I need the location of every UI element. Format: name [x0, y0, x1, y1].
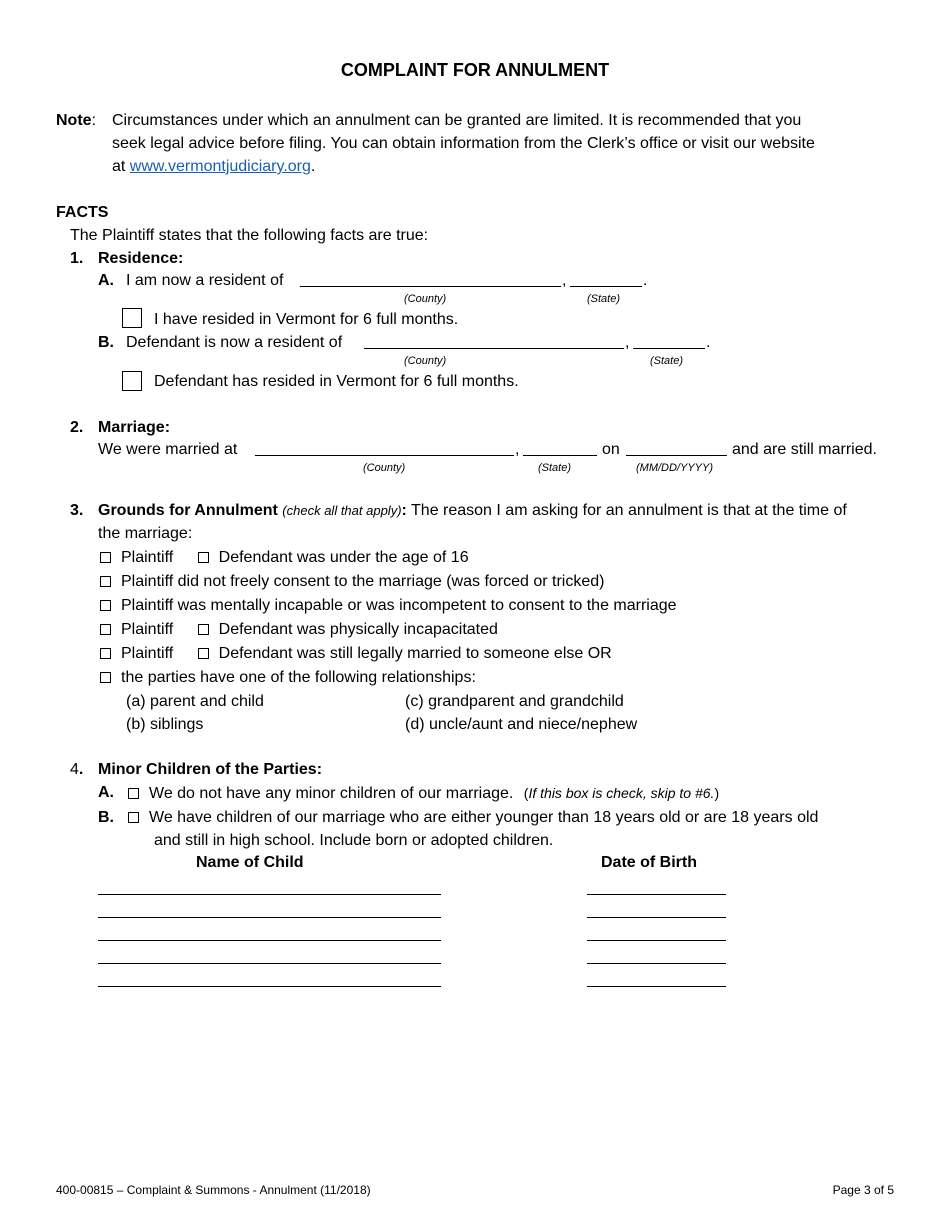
grounds-option-consent — [100, 572, 604, 592]
relationship-d: (d) uncle/aunt and niece/nephew — [405, 716, 638, 733]
child-name-field[interactable] — [98, 963, 441, 964]
child-dob-field[interactable] — [587, 940, 726, 941]
incompetent-label: Plaintiff was mentally incapable or was incompetent to consent to the marriage — [121, 597, 677, 614]
child-name-field[interactable] — [98, 986, 441, 987]
children-number-digit: 4 — [70, 761, 79, 778]
note-line-3-prefix: at — [112, 158, 130, 175]
residence-a-label: A. — [98, 272, 114, 289]
grounds-number: 3. — [70, 502, 84, 519]
comma: , — [625, 334, 630, 351]
defendant-married-checkbox[interactable] — [198, 648, 209, 659]
residence-number: 1. — [70, 250, 84, 267]
relationship-a: (a) parent and child — [126, 693, 264, 710]
consent-label: Plaintiff did not freely consent to the marriage (was forced or tricked) — [121, 573, 605, 590]
resided-6-months-checkbox[interactable] — [122, 308, 142, 328]
facts-heading: FACTS — [56, 204, 109, 221]
state-caption: (State) — [538, 462, 572, 474]
child-dob-field[interactable] — [587, 963, 726, 964]
facts-intro: The Plaintiff states that the following facts are true: — [70, 227, 429, 244]
residence-b-county-field[interactable] — [364, 348, 624, 349]
website-link[interactable]: www.vermontjudiciary.org — [129, 158, 311, 175]
plaintiff-label: Plaintiff — [121, 621, 174, 638]
state-caption: (State) — [650, 355, 684, 367]
note-label: Note: — [56, 112, 97, 129]
defendant-incapacitated-checkbox[interactable] — [198, 624, 209, 635]
children-b-line-1 — [128, 808, 818, 828]
county-caption: (County) — [404, 293, 447, 305]
child-name-field[interactable] — [98, 940, 441, 941]
no-minor-children-checkbox[interactable] — [128, 788, 139, 799]
footer-page-number: Page 3 of 5 — [832, 1183, 894, 1197]
name-of-child-header: Name of Child — [196, 854, 304, 871]
children-b-label: B. — [98, 809, 114, 826]
grounds-option-incompetent — [100, 596, 677, 616]
incompetent-checkbox[interactable] — [100, 600, 111, 611]
residence-a-state-field[interactable] — [570, 286, 642, 287]
no-minor-children-label: We do not have any minor children of our marriage. — [149, 785, 514, 802]
residence-b-text: Defendant is now a resident of — [126, 334, 343, 351]
county-caption: (County) — [363, 462, 406, 474]
date-caption: (MM/DD/YYYY) — [636, 462, 713, 474]
have-children-checkbox[interactable] — [128, 812, 139, 823]
have-children-label: We have children of our marriage who are either younger than 18 years old or are 18 years old — [149, 809, 819, 826]
child-dob-field[interactable] — [587, 894, 726, 895]
defendant-incapacitated-label: Defendant was physically incapacitated — [218, 621, 498, 638]
residence-heading: Residence: — [98, 250, 184, 267]
marriage-text-start: We were married at — [98, 441, 238, 458]
plaintiff-label: Plaintiff — [121, 645, 174, 662]
children-a-line — [128, 783, 719, 804]
note-line-1: Circumstances under which an annulment can be granted are limited. It is recommended that you — [112, 112, 802, 129]
relationship-label: the parties have one of the following relationships: — [121, 669, 476, 686]
marriage-number: 2. — [70, 419, 84, 436]
residence-a-text: I am now a resident of — [126, 272, 284, 289]
residence-b-state-field[interactable] — [633, 348, 705, 349]
county-caption: (County) — [404, 355, 447, 367]
consent-checkbox[interactable] — [100, 576, 111, 587]
grounds-heading: Grounds for Annulment — [98, 502, 278, 519]
period: . — [706, 334, 711, 351]
child-name-field[interactable] — [98, 917, 441, 918]
defendant-resided-6-months-checkbox[interactable] — [122, 371, 142, 391]
grounds-heading-line — [98, 501, 847, 521]
children-number-dot: . — [78, 761, 84, 778]
defendant-age-checkbox[interactable] — [198, 552, 209, 563]
marriage-state-field[interactable] — [523, 455, 597, 456]
note-line-3 — [112, 157, 315, 177]
plaintiff-age-checkbox[interactable] — [100, 552, 111, 563]
plaintiff-incapacitated-checkbox[interactable] — [100, 624, 111, 635]
grounds-option-relationship — [100, 668, 476, 688]
note-label-text: Note — [56, 112, 92, 129]
children-a-note-text: If this box is check, skip to #6. — [528, 785, 715, 801]
child-dob-field[interactable] — [587, 986, 726, 987]
comma: , — [515, 441, 520, 458]
footer-form-id: 400-00815 – Complaint & Summons - Annulment (11/2018) — [56, 1183, 371, 1197]
residence-b-label: B. — [98, 334, 114, 351]
note-line-2: seek legal advice before filing. You can obtain information from the Clerk’s office or visit our website — [112, 135, 815, 152]
note-line-3-suffix: . — [310, 158, 316, 175]
resided-6-months-label: I have resided in Vermont for 6 full months. — [154, 311, 459, 328]
defendant-age-label: Defendant was under the age of 16 — [218, 549, 469, 566]
date-of-birth-header: Date of Birth — [601, 854, 697, 871]
children-b-line-2: and still in high school. Include born or adopted children. — [154, 832, 554, 849]
marriage-heading: Marriage: — [98, 419, 171, 436]
relationship-b: (b) siblings — [126, 716, 204, 733]
comma: , — [562, 272, 567, 289]
grounds-intro-line-1: The reason I am asking for an annulment is that at the time of — [411, 502, 847, 519]
marriage-date-field[interactable] — [626, 455, 727, 456]
grounds-check-note: (check all that apply) — [282, 503, 402, 518]
defendant-resided-6-months-label: Defendant has resided in Vermont for 6 full months. — [154, 373, 519, 390]
marriage-county-field[interactable] — [255, 455, 514, 456]
defendant-married-label: Defendant was still legally married to someone else OR — [218, 645, 612, 662]
plaintiff-label: Plaintiff — [121, 549, 174, 566]
grounds-colon: : — [401, 502, 407, 519]
period: . — [643, 272, 648, 289]
children-a-note: (If this box is check, skip to #6.) — [523, 785, 720, 801]
child-dob-field[interactable] — [587, 917, 726, 918]
page-title: COMPLAINT FOR ANNULMENT — [340, 60, 610, 80]
marriage-text-on: on — [602, 441, 620, 458]
grounds-option-married — [100, 644, 612, 664]
children-number — [70, 760, 83, 780]
residence-a-county-field[interactable] — [300, 286, 561, 287]
children-heading: Minor Children of the Parties: — [98, 761, 323, 778]
plaintiff-married-checkbox[interactable] — [100, 648, 111, 659]
relationship-c: (c) grandparent and grandchild — [405, 693, 624, 710]
grounds-intro-line-2: the marriage: — [98, 525, 193, 542]
relationship-checkbox[interactable] — [100, 672, 111, 683]
marriage-text-end: and are still married. — [732, 441, 877, 458]
children-a-label: A. — [98, 784, 114, 801]
grounds-option-age — [100, 548, 469, 568]
state-caption: (State) — [587, 293, 621, 305]
grounds-option-incapacitated — [100, 620, 498, 640]
child-name-field[interactable] — [98, 894, 441, 895]
